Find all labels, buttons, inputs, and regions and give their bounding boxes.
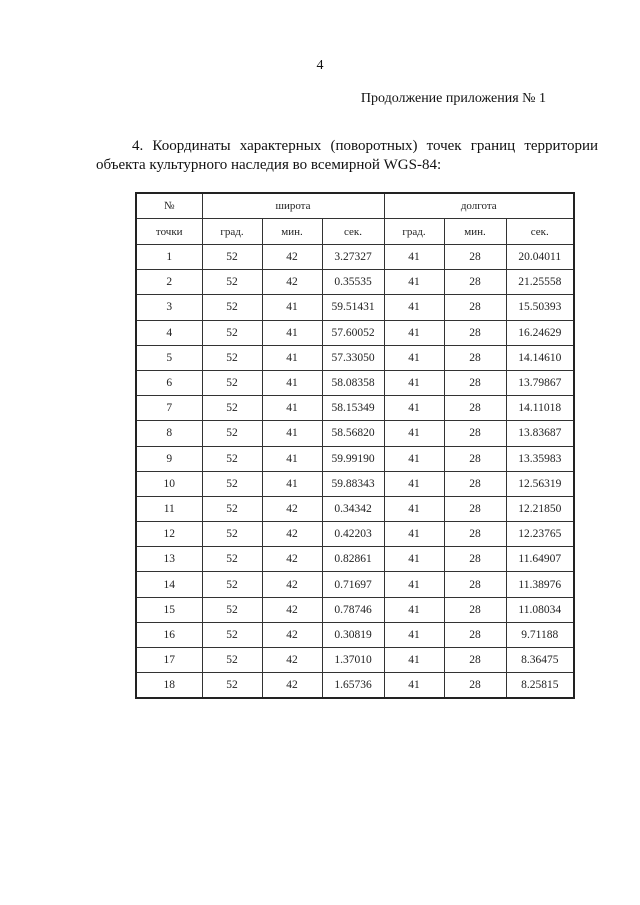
longitude-degrees-cell: 41 xyxy=(384,648,444,673)
table-row xyxy=(136,295,574,320)
point-number-cell: 9 xyxy=(136,446,202,471)
longitude-minutes-cell: 28 xyxy=(444,597,506,622)
latitude-degrees-cell: 52 xyxy=(202,496,262,521)
longitude-seconds-cell: 11.08034 xyxy=(506,597,574,622)
longitude-degrees-cell: 41 xyxy=(384,522,444,547)
header-lon-seconds: сек. xyxy=(506,219,574,245)
latitude-degrees-cell: 52 xyxy=(202,396,262,421)
point-number-cell: 15 xyxy=(136,597,202,622)
longitude-degrees-cell: 41 xyxy=(384,396,444,421)
latitude-minutes-cell: 41 xyxy=(262,320,322,345)
table-row xyxy=(136,648,574,673)
latitude-seconds-cell: 0.35535 xyxy=(322,270,384,295)
longitude-seconds-cell: 13.83687 xyxy=(506,421,574,446)
latitude-degrees-cell: 52 xyxy=(202,471,262,496)
latitude-degrees-cell: 52 xyxy=(202,446,262,471)
longitude-degrees-cell: 41 xyxy=(384,622,444,647)
point-number-cell: 3 xyxy=(136,295,202,320)
longitude-seconds-cell: 11.64907 xyxy=(506,547,574,572)
table-row xyxy=(136,421,574,446)
latitude-minutes-cell: 41 xyxy=(262,396,322,421)
table-row xyxy=(136,370,574,395)
header-longitude: долгота xyxy=(384,193,574,219)
longitude-seconds-cell: 21.25558 xyxy=(506,270,574,295)
longitude-degrees-cell: 41 xyxy=(384,471,444,496)
longitude-minutes-cell: 28 xyxy=(444,673,506,699)
latitude-seconds-cell: 0.78746 xyxy=(322,597,384,622)
point-number-cell: 1 xyxy=(136,245,202,270)
longitude-degrees-cell: 41 xyxy=(384,320,444,345)
longitude-seconds-cell: 9.71188 xyxy=(506,622,574,647)
longitude-seconds-cell: 14.14610 xyxy=(506,345,574,370)
point-number-cell: 11 xyxy=(136,496,202,521)
longitude-degrees-cell: 41 xyxy=(384,270,444,295)
latitude-minutes-cell: 41 xyxy=(262,446,322,471)
point-number-cell: 7 xyxy=(136,396,202,421)
latitude-seconds-cell: 1.65736 xyxy=(322,673,384,699)
longitude-degrees-cell: 41 xyxy=(384,496,444,521)
latitude-degrees-cell: 52 xyxy=(202,345,262,370)
latitude-degrees-cell: 52 xyxy=(202,245,262,270)
header-lon-minutes: мин. xyxy=(444,219,506,245)
table-row xyxy=(136,547,574,572)
latitude-seconds-cell: 59.99190 xyxy=(322,446,384,471)
intro-line-2: объекта культурного наследия во всемирной WGS-84: xyxy=(96,157,442,173)
latitude-seconds-cell: 59.88343 xyxy=(322,471,384,496)
latitude-minutes-cell: 42 xyxy=(262,522,322,547)
latitude-minutes-cell: 41 xyxy=(262,370,322,395)
latitude-minutes-cell: 42 xyxy=(262,673,322,699)
latitude-minutes-cell: 42 xyxy=(262,496,322,521)
header-lat-degrees: град. xyxy=(202,219,262,245)
header-number: № xyxy=(136,193,202,219)
latitude-degrees-cell: 52 xyxy=(202,370,262,395)
latitude-degrees-cell: 52 xyxy=(202,622,262,647)
coordinates-table-header xyxy=(136,193,574,245)
longitude-minutes-cell: 28 xyxy=(444,522,506,547)
latitude-seconds-cell: 3.27327 xyxy=(322,245,384,270)
latitude-minutes-cell: 42 xyxy=(262,270,322,295)
appendix-continuation-heading: Продолжение приложения № 1 xyxy=(360,91,546,106)
longitude-minutes-cell: 28 xyxy=(444,295,506,320)
longitude-degrees-cell: 41 xyxy=(384,245,444,270)
latitude-minutes-cell: 41 xyxy=(262,421,322,446)
table-row xyxy=(136,396,574,421)
longitude-minutes-cell: 28 xyxy=(444,270,506,295)
point-number-cell: 18 xyxy=(136,673,202,699)
longitude-seconds-cell: 8.25815 xyxy=(506,673,574,699)
section-intro-paragraph xyxy=(96,137,598,175)
coordinates-table xyxy=(135,192,575,699)
latitude-degrees-cell: 52 xyxy=(202,547,262,572)
longitude-seconds-cell: 15.50393 xyxy=(506,295,574,320)
table-row xyxy=(136,572,574,597)
table-row xyxy=(136,345,574,370)
longitude-seconds-cell: 12.56319 xyxy=(506,471,574,496)
latitude-seconds-cell: 57.33050 xyxy=(322,345,384,370)
longitude-degrees-cell: 41 xyxy=(384,673,444,699)
table-row xyxy=(136,320,574,345)
longitude-minutes-cell: 28 xyxy=(444,622,506,647)
table-row xyxy=(136,597,574,622)
longitude-minutes-cell: 28 xyxy=(444,245,506,270)
latitude-degrees-cell: 52 xyxy=(202,295,262,320)
latitude-seconds-cell: 0.71697 xyxy=(322,572,384,597)
latitude-seconds-cell: 58.15349 xyxy=(322,396,384,421)
longitude-minutes-cell: 28 xyxy=(444,396,506,421)
latitude-seconds-cell: 0.30819 xyxy=(322,622,384,647)
latitude-degrees-cell: 52 xyxy=(202,648,262,673)
point-number-cell: 5 xyxy=(136,345,202,370)
latitude-minutes-cell: 41 xyxy=(262,295,322,320)
longitude-seconds-cell: 11.38976 xyxy=(506,572,574,597)
longitude-degrees-cell: 41 xyxy=(384,421,444,446)
latitude-minutes-cell: 42 xyxy=(262,245,322,270)
header-latitude: широта xyxy=(202,193,384,219)
longitude-minutes-cell: 28 xyxy=(444,471,506,496)
point-number-cell: 10 xyxy=(136,471,202,496)
longitude-degrees-cell: 41 xyxy=(384,345,444,370)
point-number-cell: 17 xyxy=(136,648,202,673)
latitude-seconds-cell: 0.82861 xyxy=(322,547,384,572)
longitude-degrees-cell: 41 xyxy=(384,446,444,471)
longitude-seconds-cell: 20.04011 xyxy=(506,245,574,270)
point-number-cell: 13 xyxy=(136,547,202,572)
latitude-seconds-cell: 0.34342 xyxy=(322,496,384,521)
latitude-degrees-cell: 52 xyxy=(202,320,262,345)
table-row xyxy=(136,446,574,471)
longitude-degrees-cell: 41 xyxy=(384,597,444,622)
latitude-seconds-cell: 0.42203 xyxy=(322,522,384,547)
longitude-seconds-cell: 8.36475 xyxy=(506,648,574,673)
point-number-cell: 14 xyxy=(136,572,202,597)
latitude-minutes-cell: 41 xyxy=(262,345,322,370)
latitude-degrees-cell: 52 xyxy=(202,270,262,295)
longitude-minutes-cell: 28 xyxy=(444,370,506,395)
latitude-minutes-cell: 42 xyxy=(262,622,322,647)
latitude-minutes-cell: 42 xyxy=(262,648,322,673)
longitude-minutes-cell: 28 xyxy=(444,648,506,673)
latitude-degrees-cell: 52 xyxy=(202,572,262,597)
longitude-degrees-cell: 41 xyxy=(384,572,444,597)
header-lat-seconds: сек. xyxy=(322,219,384,245)
longitude-degrees-cell: 41 xyxy=(384,547,444,572)
longitude-minutes-cell: 28 xyxy=(444,446,506,471)
longitude-seconds-cell: 13.79867 xyxy=(506,370,574,395)
longitude-minutes-cell: 28 xyxy=(444,496,506,521)
intro-line-1: 4. Координаты характерных (поворотных) точек границ территории xyxy=(132,138,598,154)
header-lat-minutes: мин. xyxy=(262,219,322,245)
latitude-degrees-cell: 52 xyxy=(202,522,262,547)
longitude-minutes-cell: 28 xyxy=(444,320,506,345)
latitude-degrees-cell: 52 xyxy=(202,597,262,622)
latitude-seconds-cell: 1.37010 xyxy=(322,648,384,673)
latitude-seconds-cell: 58.08358 xyxy=(322,370,384,395)
page-number: 4 xyxy=(316,58,324,73)
point-number-cell: 16 xyxy=(136,622,202,647)
longitude-seconds-cell: 16.24629 xyxy=(506,320,574,345)
longitude-minutes-cell: 28 xyxy=(444,572,506,597)
latitude-seconds-cell: 59.51431 xyxy=(322,295,384,320)
longitude-minutes-cell: 28 xyxy=(444,547,506,572)
table-row xyxy=(136,673,574,699)
longitude-minutes-cell: 28 xyxy=(444,421,506,446)
longitude-minutes-cell: 28 xyxy=(444,345,506,370)
latitude-minutes-cell: 42 xyxy=(262,572,322,597)
table-row xyxy=(136,245,574,270)
latitude-minutes-cell: 42 xyxy=(262,597,322,622)
latitude-seconds-cell: 58.56820 xyxy=(322,421,384,446)
table-row xyxy=(136,270,574,295)
table-row xyxy=(136,496,574,521)
point-number-cell: 4 xyxy=(136,320,202,345)
point-number-cell: 2 xyxy=(136,270,202,295)
longitude-degrees-cell: 41 xyxy=(384,295,444,320)
latitude-seconds-cell: 57.60052 xyxy=(322,320,384,345)
latitude-minutes-cell: 41 xyxy=(262,471,322,496)
table-row xyxy=(136,471,574,496)
latitude-degrees-cell: 52 xyxy=(202,673,262,699)
longitude-seconds-cell: 12.21850 xyxy=(506,496,574,521)
latitude-degrees-cell: 52 xyxy=(202,421,262,446)
table-row xyxy=(136,522,574,547)
header-lon-degrees: град. xyxy=(384,219,444,245)
coordinates-table-body xyxy=(136,245,574,699)
longitude-degrees-cell: 41 xyxy=(384,370,444,395)
longitude-seconds-cell: 14.11018 xyxy=(506,396,574,421)
point-number-cell: 12 xyxy=(136,522,202,547)
longitude-seconds-cell: 12.23765 xyxy=(506,522,574,547)
latitude-minutes-cell: 42 xyxy=(262,547,322,572)
point-number-cell: 6 xyxy=(136,370,202,395)
table-row xyxy=(136,622,574,647)
header-point: точки xyxy=(136,219,202,245)
point-number-cell: 8 xyxy=(136,421,202,446)
longitude-seconds-cell: 13.35983 xyxy=(506,446,574,471)
